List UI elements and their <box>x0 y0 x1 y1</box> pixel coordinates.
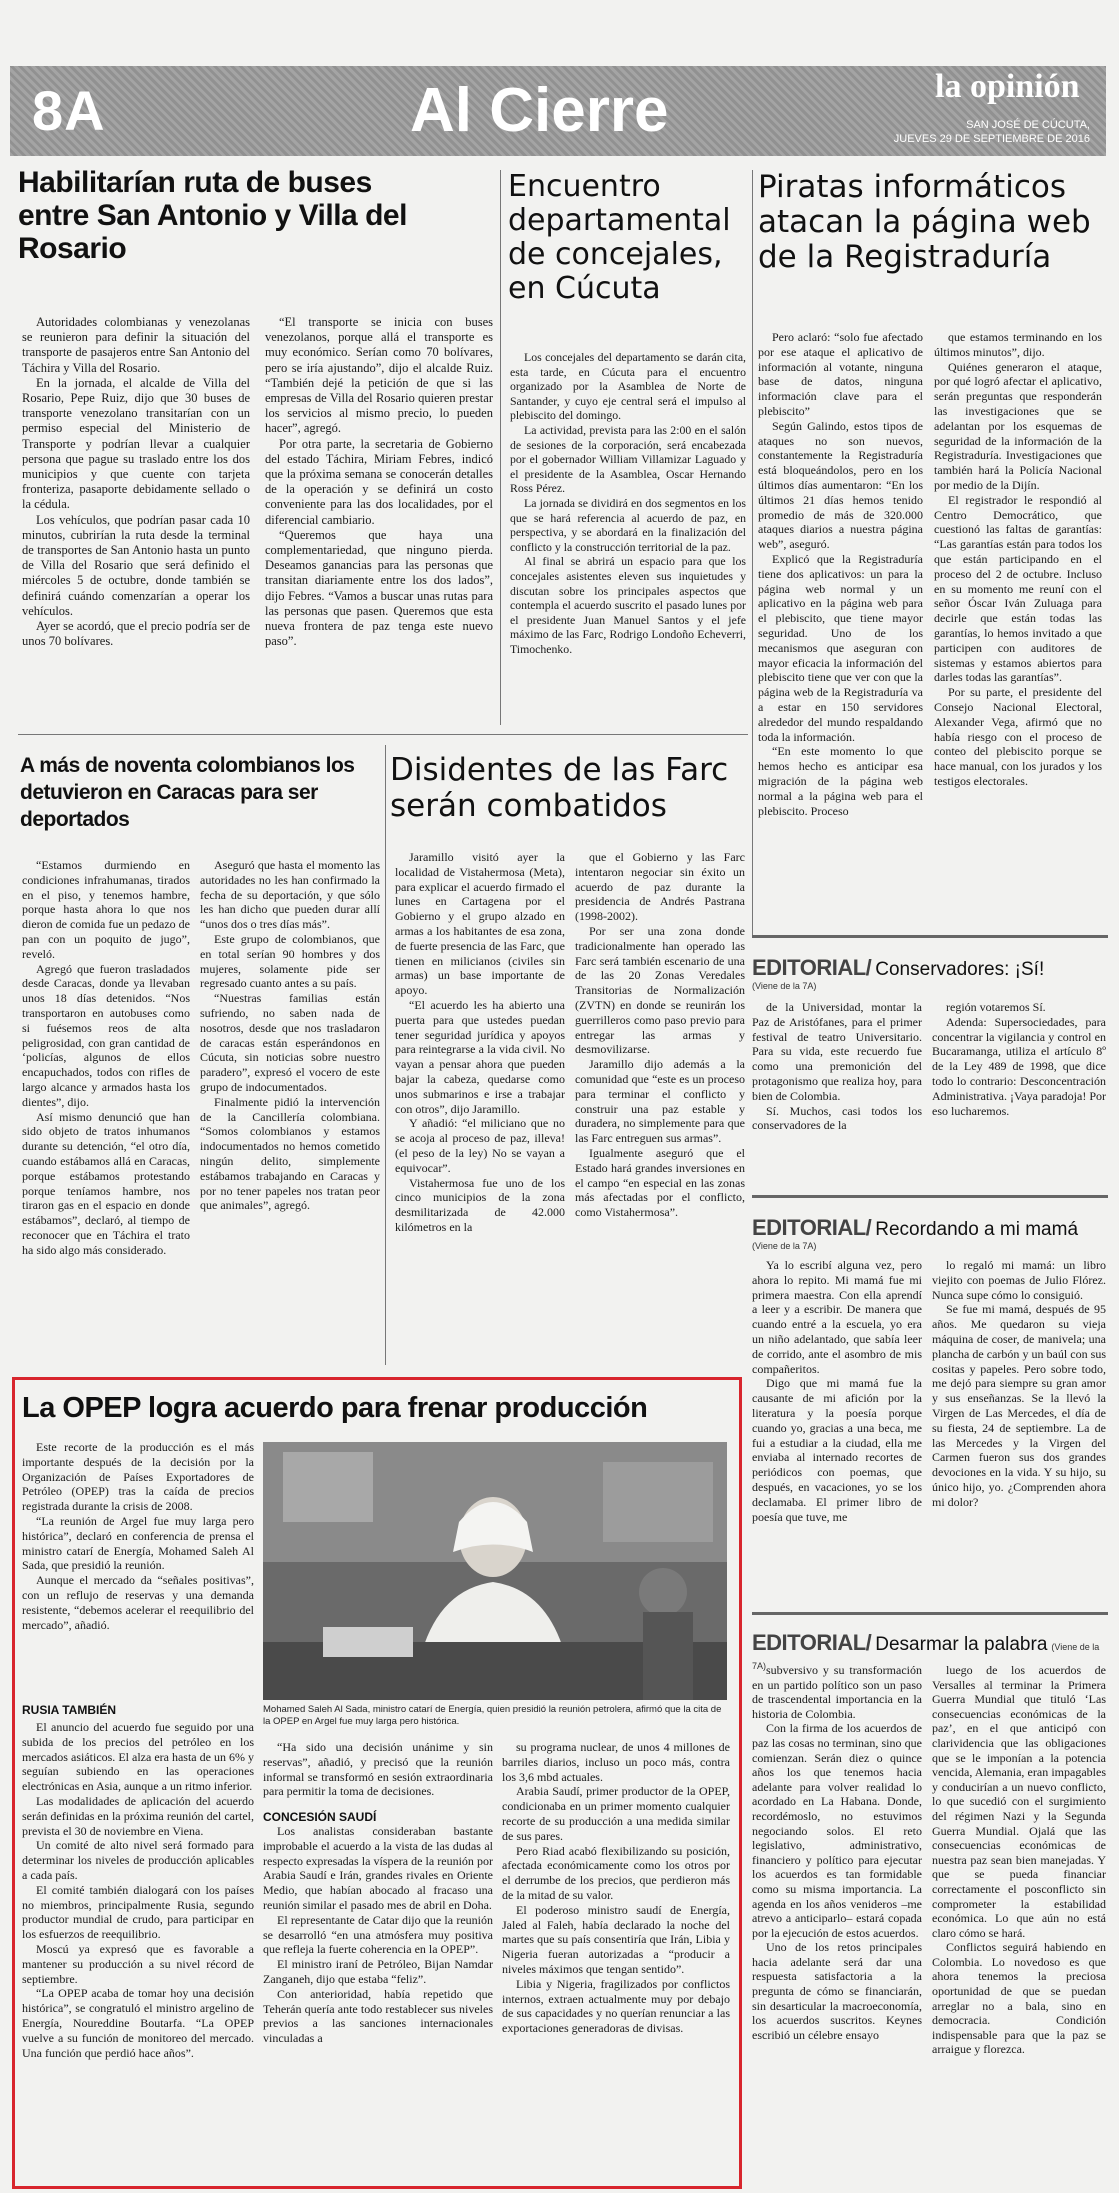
opep-subhead-rusia: RUSIA TAMBIÉN <box>22 1703 116 1717</box>
minister-photo <box>263 1442 727 1700</box>
paragraph: Libia y Nigeria, fragilizados por conflictos internos, extraen actualmente muy por debajo de sus capacidades y no querían renunciar a las exportaciones generadoras de divisas. <box>502 1976 730 2036</box>
paragraph: El ministro iraní de Petróleo, Bijan Namdar Zanganeh, dijo que estaba “feliz”. <box>263 1957 493 1986</box>
paragraph: La jornada se dividirá en dos segmentos en los que se hará referencia al acuerdo de paz, en perspectiva, y se abordará en la finalización del conflicto y la construcción territorial de la paz. <box>510 495 746 554</box>
paragraph: Jaramillo dijo además a la comunidad que “este es un proceso para terminar el conflicto y construir una paz estable y duradera, no simplemente para que las Farc entreguen sus armas”. <box>575 1057 745 1146</box>
dateline <box>880 118 1090 146</box>
paragraph: Los vehículos, que podrían pasar cada 10 minutos, cubrirían la ruta desde la terminal de transportes de San Antonio hasta un punto de Villa del Rosario que será definido el miércoles 5 de octubre, donde también se definirá cuándo comenzarían a operar los vehículos. <box>22 512 250 618</box>
art3-col2 <box>934 330 1102 789</box>
paragraph: Finalmente pidió la intervención de la Cancillería colombiana. “Somos colombianos y estamos indocumentados no hemos cometido ningún delito, simplemente estábamos trabajando en Caracas y por no tener papeles nos tratan peor que animales”, agregó. <box>200 1094 380 1213</box>
paragraph: Los concejales del departamento se darán cita, esta tarde, en Cúcuta para el encuentro organizado por la Asamblea de Norte de Santander, y cuyo eje central será el impulso al plebiscito del domingo. <box>510 350 746 423</box>
art1-col2 <box>265 315 493 649</box>
paragraph: Por ser una zona donde tradicionalmente han operado las Farc será también escenario de una de las 20 Zonas Veredales Transitorias de Normalización (ZVTN) en donde se reunirán los guerrilleros como paso previo para entregar las armas y desmovilizarse. <box>575 923 745 1057</box>
paragraph: Jaramillo visitó ayer la localidad de Vistahermosa (Meta), para explicar el acuerdo firmado el lunes en Cartagena por el Gobierno y el grupo alzado en armas a los habitantes de esa zona, de fuerte presencia de las Farc, que tienen en milicianos (civiles sin armas) un base importante de apoyo. <box>395 850 565 998</box>
opep-col1 <box>22 1720 254 2060</box>
paragraph: Explicó que la Registraduría tiene dos aplicativos: un para la página web normal y un aplicativo en la página web para el plebiscito, que tiene mayor seguridad. Uno de los mecanismos que aseguran con mayor eficacia la información del plebiscito tiene que ver con que la página web de la Registraduría va a estar en 150 servidores alrededor del mundo respaldando toda la información. <box>758 551 923 744</box>
editorial2-source: (Viene de la 7A) <box>752 1241 817 1251</box>
editorial3-tag: EDITORIAL/ <box>752 1630 872 1655</box>
editorial2-col2 <box>932 1258 1106 1510</box>
editorial3-source: (Viene de la 7A) <box>752 1642 1100 1671</box>
paragraph: de la Universidad, montar la Paz de Aristófanes, para el primer festival de teatro Universitario. Para su vida, este recuerdo fue como una premonición del protagonismo que realiza hoy, para bien de Colombia. <box>752 1000 922 1103</box>
paragraph: “La reunión de Argel fue muy larga pero histórica”, declaró en conferencia de prensa el ministro catarí de Energía, Mohamed Saleh Al Sada, que presidió la reunión. <box>22 1513 254 1573</box>
paragraph: Por otra parte, la secretaria de Gobierno del estado Táchira, Miriam Febres, indicó que la próxima semana se conocerán detalles de la operación y se definirá un costo conveniente para las dos localidades, por el diferencial cambiario. <box>265 436 493 527</box>
opep-col2a <box>263 1740 493 1799</box>
paragraph: Adenda: Supersociedades, para concentrar la vigilancia y control en Bucaramanga, utiliza el artículo 8º de la Ley 489 de 1998, que dice todo lo contrario: Desconcentración Administrativa. ¡Vaya paradoja! Por eso lucharemos. <box>932 1014 1106 1118</box>
paragraph: Al final se abrirá un espacio para que los concejales asistentes eleven sus inquietudes y discutan sobre los principales aspectos que contempla el acuerdo suscrito el pasado lunes por el presidente Juan Manuel Santos y el jefe máximo de las Farc, Rodrigo Londoño Echeverri, Timochenko. <box>510 554 746 656</box>
paragraph: subversivo y su transformación en un partido político son un paso de trascendental importancia en la historia de Colombia. <box>752 1663 922 1721</box>
paragraph: “Ha sido una decisión unánime y sin reservas”, añadió, y precisó que la reunión informal se transformó en sesión extraordinaria para permitir la toma de decisiones. <box>263 1740 493 1799</box>
paragraph: Moscú ya expresó que es favorable a mantener su producción a su nivel récord de septiembre. <box>22 1941 254 1986</box>
paragraph: Agregó que fueron trasladados desde Caracas, donde ya llevaban unos 18 días detenidos. “Nos transportaron en autobuses como si fuésemos reos de alta peligrosidad, con gran cantidad de ‘policías, algunos de ellos encapuchados, todos con rifles de largo alcance y armados hasta los dientes”, dijo. <box>22 961 190 1109</box>
paragraph: Con anterioridad, había repetido que Teherán quería ante todo restablecer sus niveles previos a las sanciones internacionales vinculadas a <box>263 1986 493 2046</box>
paragraph: Conflictos seguirá habiendo en Colombia. Lo novedoso es que ahora tenemos la preciosa oportunidad de que se puedan arreglar no a bala, sino en democracia. Condición indispensable para que la paz se arraigue y florezca. <box>932 1940 1106 2057</box>
section-title: Al Cierre <box>410 76 669 145</box>
opep-headline: La OPEP logra acuerdo para frenar producción <box>22 1392 648 1424</box>
paragraph: El anuncio del acuerdo fue seguido por una subida de los precios del petróleo en los mercados asiáticos. El alza era hasta de un 6% y seguían subiendo en las operaciones electrónicas en Asia, aunque a un ritmo inferior. <box>22 1720 254 1794</box>
paragraph: Los analistas consideraban bastante improbable el acuerdo a la vista de las dudas al respecto expresadas la víspera de la reunión por Arabia Saudí e Irán, grandes rivales en Oriente Medio, que habían abocado al fracaso una reunión similar el pasado mes de abril en Doha. <box>263 1824 493 1912</box>
art2-headline: Encuentro departamental de concejales, en Cúcuta <box>508 169 731 306</box>
paragraph: “El acuerdo les ha abierto una puerta para que ustedes puedan tener seguridad jurídica y apoyos para reintegrarse a la vida civil. No vayan a pensar ahora que pueden bajar la cabeza, quedarse como unos submarinos e irse a trabajar con otros”, dijo Jaramillo. <box>395 997 565 1116</box>
art1-headline: Habilitarían ruta de buses entre San Antonio y Villa del Rosario <box>18 166 407 265</box>
opep-intro <box>22 1440 254 1632</box>
paragraph: Digo que mi mamá fue la causante de mi afición por la literatura y la poesía porque cuando yo, gracias a una beca, me fui a estudiar a la ciudad, ella me enviaba al internado recortes de periódicos con poemas, que después, en vacaciones, yo se los declamaba. El primer libro de poesía que tuve, me <box>752 1376 922 1524</box>
art5-col1 <box>395 850 565 1235</box>
dateline-city: SAN JOSÉ DE CÚCUTA, <box>966 119 1090 131</box>
editorial1-tag: EDITORIAL/ <box>752 955 872 980</box>
paragraph: Ayer se acordó, que el precio podría ser de unos 70 bolívares. <box>22 619 250 649</box>
paragraph: Aunque el mercado da “señales positivas”, con un reflujo de reservas y una demanda resistente, “debemos acelerar el reequilibrio del mercado”, añadió. <box>22 1573 254 1632</box>
paragraph: luego de los acuerdos de Versalles al terminar la Primera Guerra Mundial que tituló ‘Las consecuencias económicas de la paz’, en el que anticipó con clarividencia que las obligaciones que se le imponían a la potencia vencida, Alemania, eran impagables y conducirían a un nuevo conflicto, lo que sucedió con el surgimiento del régimen Nazi y la Segunda Guerra Mundial. Ojalá que las consecuencias económicas de nuestra paz sean bien manejadas. Y que se pueda financiar correctamente el posconflicto sin comprometer la estabilidad económica. Lo que aún no está claro cómo se hará. <box>932 1663 1106 1940</box>
paragraph: El representante de Catar dijo que la reunión se desarrolló “en una atmósfera muy positiva que refleja la fuerte coherencia en la OPEP”. <box>263 1912 493 1957</box>
editorial1-col1 <box>752 1000 922 1133</box>
paragraph: Un comité de alto nivel será formado para determinar los niveles de producción aplicables a cada país. <box>22 1838 254 1882</box>
editorial2-header <box>752 1215 1108 1251</box>
paragraph: Quiénes generaron el ataque, por qué logró afectar el aplicativo, serán preguntas que responderán las investigaciones que se adelantan por los esquemas de seguridad de la información de la Registraduría. Investigaciones que también hará la Policía Nacional por medio de la Dijín. <box>934 359 1102 492</box>
paragraph: Y añadió: “el miliciano que no se acoja al proceso de paz, illeva! (el peso de la ley) No se vayan a equivocar”. <box>395 1116 565 1175</box>
paragraph: Vistahermosa fue uno de los cinco municipios de la zona desmilitarizada de 42.000 kilómetros en la <box>395 1175 565 1234</box>
paragraph: “Nuestras familias están sufriendo, no saben nada de nosotros, desde que nos trasladaron de caracas están esperándonos en Cúcuta, sin noticias sobre nuestro paradero”, expresó el vocero de este grupo de indocumentados. <box>200 991 380 1094</box>
paragraph: El comité también dialogará con los países no miembros, principalmente Rusia, segundo productor mundial de crudo, para participar en los esfuerzos de reequilibrio. <box>22 1882 254 1942</box>
paragraph: Se fue mi mamá, después de 95 años. Me quedaron su vieja máquina de coser, de manivela; una plancha de carbón y un baúl con sus cositas y papeles. Pero sobre todo, me dejó para siempre su gran amor y sus enseñanzas. Se la llevó la Virgen de Las Mercedes, el día de su fiesta, 24 de septiembre. La de las Mercedes y la Virgen del Carmen fueron sus dos grandes devociones en la vida. Y su hijo, su único hijo, yo. ¿Comprenden ahora mi dolor? <box>932 1302 1106 1509</box>
paragraph: lo regaló mi mamá: un libro viejito con poemas de Julio Flórez. Nunca supe cómo lo consiguió. <box>932 1258 1106 1302</box>
art4-headline: A más de noventa colombianos los detuvieron en Caracas para ser deportados <box>20 754 355 831</box>
paragraph: “Estamos durmiendo en condiciones infrahumanas, tirados en el piso, y tenemos hambre, porque hasta ahora lo que nos dieron de comida fue un pedazo de pan con un poquito de jugo”, reveló. <box>22 858 190 961</box>
art1-col1 <box>22 315 250 649</box>
press-conference-image <box>263 1442 727 1700</box>
editorial2-col1 <box>752 1258 922 1524</box>
paragraph: Por su parte, el presidente del Consejo Nacional Electoral, Alexander Vega, afirmó que no había riesgo con el proceso de conteo del plebiscito porque se hace manual, con los jurados y los testigos electorales. <box>934 685 1102 788</box>
paragraph: Este grupo de colombianos, que en total serían 90 hombres y dos mujeres, solamente pide ser regresado cuanto antes a su país. <box>200 931 380 991</box>
editorial1-title: Conservadores: ¡Sí! <box>875 959 1045 980</box>
art3-headline: Piratas informáticos atacan la página web de la Registraduría <box>758 169 1091 275</box>
paragraph: su programa nuclear, de unos 4 millones de barriles diarios, incluso un poco más, contra los 3,6 mbd actuales. <box>502 1740 730 1784</box>
art5-col2 <box>575 850 745 1220</box>
paragraph: Con la firma de los acuerdos de paz las cosas no terminan, sino que comienzan. Serán diez o quince años los que tenemos hacia adelante para volver realidad lo acordado en La Habana. Donde, recordémoslo, no estuvimos negociando solos. El reto legislativo, administrativo, financiero y político para ejecutar los acuerdos es tan formidable como su misma importancia. La agenda en los años venideros –me atrevo a anticiparlo– estará copada por la ejecución de estos acuerdos. <box>752 1721 922 1940</box>
dateline-date: JUEVES 29 DE SEPTIEMBRE DE 2016 <box>893 133 1090 145</box>
paragraph: Aseguró que hasta el momento las autoridades no les han confirmado la fecha de su deportación, y que sólo les han dicho que pueden durar allí “unos dos o tres días más”. <box>200 858 380 932</box>
paragraph: Uno de los retos principales hacia adelante será dar una respuesta satisfactoria a la pregunta de cómo se financiarán, sin desarticular la macroeconomía, los acuerdos suscritos. Keynes escribió un célebre ensayo <box>752 1940 922 2042</box>
paragraph: Pero Riad acabó flexibilizando su posición, afectada económicamente como los otros por el derrumbe de los precios, que perdieron más de la mitad de su valor. <box>502 1843 730 1902</box>
editorial3-col2 <box>932 1663 1106 2057</box>
art5-headline: Disidentes de las Farc serán combatidos <box>390 752 729 824</box>
paragraph: Según Galindo, estos tipos de ataques no son nuevos, constantemente la Registraduría está bloqueándolos, pero en los últimos días aumentaron: “En los últimos 21 días hemos tenido promedio de más de 320.000 ataques diarios a nuestra página web”, aseguró. <box>758 418 923 552</box>
paragraph: La actividad, prevista para las 2:00 en el salón de sesiones de la corporación, será encabezada por el gobernador William Villamizar Laguado y el presidente de la Asamblea, Oscar Hernando Ross Pérez. <box>510 422 746 496</box>
editorial2-tag: EDITORIAL/ <box>752 1215 872 1240</box>
paragraph: Así mismo denunció que han sido objeto de tratos inhumanos durante su detención, “el otro día, cuando estábamos allá en Caracas, porque estábamos protestando porque teníamos hambre, nos tiraron gas en el espacio en donde estábamos”, declaró, al tiempo de reconocer que en Táchira el trato ha sido algo más considerado. <box>22 1109 190 1257</box>
newspaper-logo: la opinión <box>935 68 1080 105</box>
editorial3-title: Desarmar la palabra <box>875 1634 1048 1655</box>
editorial3-col1 <box>752 1663 922 2042</box>
art4-col2 <box>200 858 380 1213</box>
paragraph: El registrador le respondió al Centro Democrático, que cuestionó las faltas de garantías: “Las garantías están para todos los que están participando en el proceso del 2 de octubre. Incluso en su momento me reuní con el señor Óscar Iván Zuluaga para decirle que están todas las garantías, lo hemos invitado a que participen con auditores de sistemas y estamos abiertos para darles todas las garantías”. <box>934 492 1102 685</box>
paragraph: que el Gobierno y las Farc intentaron negociar sin éxito un acuerdo de paz durante la presidencia de Andrés Pastrana (1998-2002). <box>575 850 745 924</box>
page-number: 8A <box>32 79 106 142</box>
paragraph: región votaremos Sí. <box>946 1000 1046 1014</box>
editorial1-header <box>752 955 1108 991</box>
opep-col2b <box>263 1824 493 2046</box>
editorial2-title: Recordando a mi mamá <box>875 1219 1079 1240</box>
editorial1-col2 <box>932 1000 1106 1118</box>
paragraph: Sí. Muchos, casi todos los conservadores de la <box>752 1103 922 1133</box>
paragraph: Las modalidades de aplicación del acuerdo serán definidas en la próxima reunión del cartel, prevista el 30 de noviembre en Viena. <box>22 1793 254 1838</box>
art4-col1 <box>22 858 190 1258</box>
paragraph: Igualmente aseguró que el Estado hará grandes inversiones en el campo “en especial en las zonas más afectadas por el conflicto, como Vistahermosa”. <box>575 1145 745 1220</box>
opep-subhead-concesion: CONCESIÓN SAUDÍ <box>263 1810 377 1824</box>
opep-col3 <box>502 1740 730 2036</box>
paragraph: Autoridades colombianas y venezolanas se reunieron para definir la situación del transporte de pasajeros entre San Antonio del Táchira y Villa del Rosario. <box>22 315 250 375</box>
paragraph: Ya lo escribí alguna vez, pero ahora lo repito. Mi mamá fue mi primera maestra. Con ella aprendí a leer y a escribir. De manera que cuando entré a la escuela, yo era un niño adelantado, que sabía leer de corrido, ante el asombro de mis compañeritos. <box>752 1258 922 1376</box>
art2-body <box>510 350 746 656</box>
paragraph: “Queremos que haya una complementariedad, que ninguno pierda. Deseamos ganancias para las personas que transitan diariamente entre los dos lados”, dijo Febres. “Vamos a buscar unas rutas para las personas que pasen. Queremos que esta nueva frontera de paz tenga este nuevo paso”. <box>265 527 493 649</box>
editorial1-source: (Viene de la 7A) <box>752 981 817 991</box>
paragraph: que estamos terminando en los últimos minutos”, dijo. <box>934 330 1102 359</box>
paragraph: El poderoso ministro saudí de Energía, Jaled al Faleh, había declarado la noche del martes que su país consentiría que Irán, Libia y Nigeria fueran autorizadas a “producir a niveles máximos que tengan sentido”. <box>502 1902 730 1976</box>
paragraph: Pero aclaró: “solo fue afectado por ese ataque el aplicativo de información al votante, ninguna base de datos, ninguna información clave para el plebiscito” <box>758 330 923 418</box>
paragraph: “En este momento lo que hemos hecho es anticipar esa migración de la página web normal a la página web para el plebiscito. Proceso <box>758 744 923 818</box>
paragraph: Arabia Saudí, primer productor de la OPEP, condicionaba en un primer momento cualquier recorte de su producción a una medida similar de sus pares. <box>502 1784 730 1843</box>
art3-col1 <box>758 330 923 818</box>
paragraph: “El transporte se inicia con buses venezolanos, porque allá el transporte es muy económico. Serían como 70 bolívares, pero se iría ajustando”, dijo el alcalde Ruiz. “También dejé la petición de que si las empresas de Villa del Rosario quieren prestar los servicios al mismo precio, lo pueden hacer”, agregó. <box>265 315 493 436</box>
paragraph: Este recorte de la producción es el más importante después de la decisión por la Organización de Países Exportadores de Petróleo (OPEP) tras la caída de precios registrada durante la crisis de 2008. <box>22 1440 254 1514</box>
paragraph: “La OPEP acaba de tomar hoy una decisión histórica”, se congratuló el ministro argelino de Energía, Noureddine Boutarfa. “La OPEP vuelve a su función de monitoreo del mercado. Una función que perdió hace años”. <box>22 1986 254 2060</box>
photo-caption: Mohamed Saleh Al Sada, ministro catarí de Energía, quien presidió la reunión petrolera, afirmó que la cita de la OPEP en Argel fue muy larga pero histórica. <box>263 1704 722 1727</box>
paragraph: En la jornada, el alcalde de Villa del Rosario, Pepe Ruiz, dijo que 30 buses de transporte venezolano transitarían con un permiso especial del Ministerio de Transporte y podrían llevar a cualquier persona que pague su traslado entre los dos municipios y que cuente con tarjeta fronteriza, pasaporte debidamente sellado o la cédula. <box>22 375 250 512</box>
